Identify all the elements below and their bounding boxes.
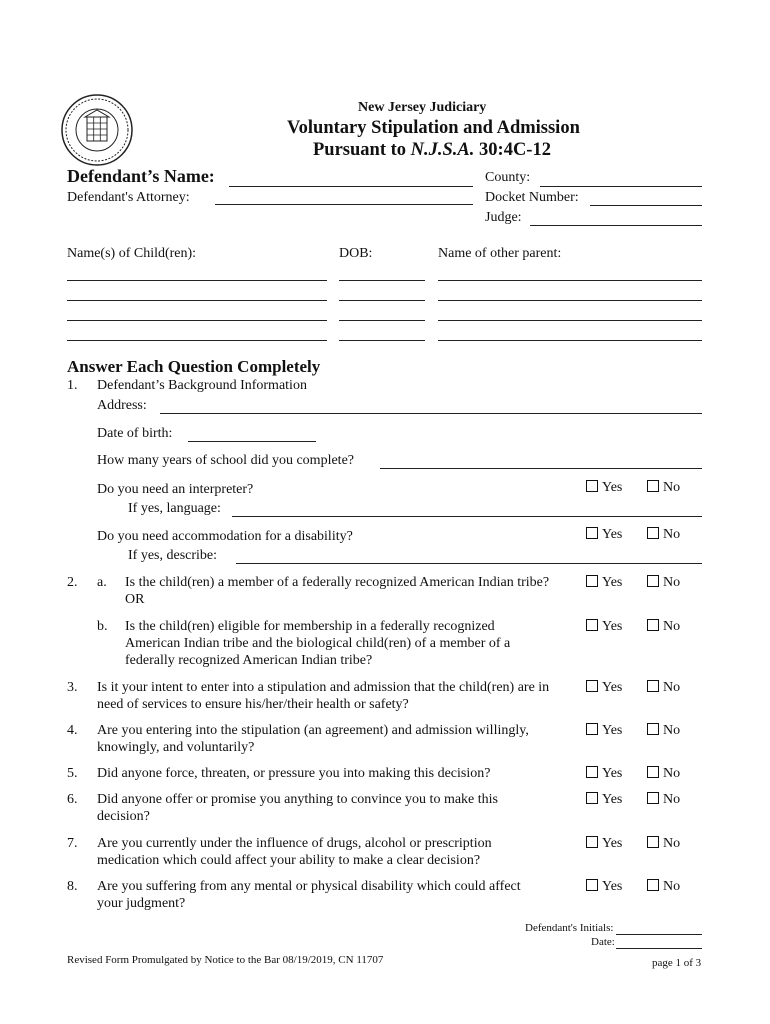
accommodation-question: Do you need accommodation for a disability? [97, 529, 353, 544]
form-title: Voluntary Stipulation and Admission [287, 118, 580, 138]
q3-number: 3. [67, 680, 78, 695]
q3-line1: Is it your intent to enter into a stipulation and admission that the child(ren) are in [97, 680, 550, 695]
language-label: If yes, language: [128, 501, 221, 516]
q1-number: 1. [67, 378, 78, 393]
q3-no-option[interactable] [647, 680, 680, 696]
defendant-attorney-field[interactable] [215, 204, 473, 205]
q3-yes-option[interactable] [586, 680, 622, 696]
checkbox[interactable] [586, 575, 598, 587]
checkbox[interactable] [647, 879, 659, 891]
q2b-line2: American Indian tribe and the biological child(ren) of a member of a [125, 636, 511, 651]
initials-label: Defendant's Initials: [525, 922, 614, 934]
q2b-yes-option[interactable] [586, 619, 622, 635]
checkbox[interactable] [586, 619, 598, 631]
no-label: No [663, 575, 681, 590]
yes-label: Yes [602, 766, 623, 781]
subtitle-suffix: 30:4C-12 [474, 140, 551, 160]
child-name-field[interactable] [67, 320, 327, 321]
yes-label: Yes [602, 792, 623, 807]
q2b-no-option[interactable] [647, 619, 680, 635]
date-of-birth-field[interactable] [188, 441, 316, 442]
checkbox[interactable] [647, 575, 659, 587]
q4-yes-option[interactable] [586, 723, 622, 739]
no-label: No [663, 836, 681, 851]
child-name-field[interactable] [67, 280, 327, 281]
defendant-name-label: Defendant’s Name: [67, 166, 215, 186]
child-names-label: Name(s) of Child(ren): [67, 246, 197, 261]
court-seal-icon [60, 93, 134, 167]
school-years-label: How many years of school did you complete? [97, 453, 354, 468]
date-field[interactable] [616, 948, 702, 949]
accommodation-yes-option[interactable] [586, 527, 622, 543]
q7-no-option[interactable] [647, 836, 680, 852]
q2-number: 2. [67, 575, 78, 590]
q6-yes-option[interactable] [586, 792, 622, 808]
docket-number-label: Docket Number: [485, 190, 579, 205]
accommodation-no-option[interactable] [647, 527, 680, 543]
no-label: No [663, 527, 681, 542]
address-label: Address: [97, 398, 147, 413]
address-field[interactable] [160, 413, 702, 414]
checkbox[interactable] [647, 527, 659, 539]
checkbox[interactable] [647, 480, 659, 492]
initials-field[interactable] [616, 934, 702, 935]
subtitle-statute: N.J.S.A. [410, 140, 475, 160]
county-field[interactable] [540, 186, 702, 187]
date-label: Date: [591, 936, 615, 948]
checkbox[interactable] [586, 527, 598, 539]
checkbox[interactable] [586, 792, 598, 804]
checkbox[interactable] [586, 480, 598, 492]
checkbox[interactable] [647, 619, 659, 631]
checkbox[interactable] [647, 766, 659, 778]
subtitle-prefix: Pursuant to [313, 140, 411, 160]
judge-field[interactable] [530, 225, 702, 226]
yes-label: Yes [602, 575, 623, 590]
q8-no-option[interactable] [647, 879, 680, 895]
q5-no-option[interactable] [647, 766, 680, 782]
yes-label: Yes [602, 680, 623, 695]
q6-number: 6. [67, 792, 78, 807]
child-name-field[interactable] [67, 340, 327, 341]
q6-line2: decision? [97, 809, 150, 824]
checkbox[interactable] [586, 680, 598, 692]
q7-yes-option[interactable] [586, 836, 622, 852]
judge-label: Judge: [485, 210, 522, 225]
form-subtitle [313, 140, 551, 161]
no-label: No [663, 480, 681, 495]
yes-label: Yes [602, 836, 623, 851]
checkbox[interactable] [586, 766, 598, 778]
yes-label: Yes [602, 619, 623, 634]
q5-line1: Did anyone force, threaten, or pressure you into making this decision? [97, 766, 491, 781]
child-dob-field[interactable] [339, 280, 425, 281]
defendant-name-field[interactable] [229, 186, 473, 187]
checkbox[interactable] [586, 836, 598, 848]
q1-title: Defendant’s Background Information [97, 378, 307, 393]
checkbox[interactable] [586, 879, 598, 891]
no-label: No [663, 792, 681, 807]
checkbox[interactable] [647, 836, 659, 848]
other-parent-field[interactable] [438, 340, 702, 341]
q5-yes-option[interactable] [586, 766, 622, 782]
school-years-field[interactable] [380, 468, 702, 469]
checkbox[interactable] [647, 723, 659, 735]
org-name: New Jersey Judiciary [358, 100, 487, 115]
child-name-field[interactable] [67, 300, 327, 301]
child-dob-field[interactable] [339, 340, 425, 341]
checkbox[interactable] [647, 680, 659, 692]
no-label: No [663, 766, 681, 781]
revised-note: Revised Form Promulgated by Notice to the Bar 08/19/2019, CN 11707 [67, 954, 384, 966]
checkbox[interactable] [647, 792, 659, 804]
q5-number: 5. [67, 766, 78, 781]
checkbox[interactable] [586, 723, 598, 735]
interpreter-question: Do you need an interpreter? [97, 482, 254, 497]
child-dob-field[interactable] [339, 320, 425, 321]
child-dob-label: DOB: [339, 246, 373, 261]
no-label: No [663, 879, 681, 894]
q8-line2: your judgment? [97, 896, 186, 911]
docket-number-field[interactable] [590, 205, 702, 206]
interpreter-no-option[interactable] [647, 480, 680, 496]
yes-label: Yes [602, 723, 623, 738]
q7-number: 7. [67, 836, 78, 851]
language-field[interactable] [232, 516, 702, 517]
other-parent-field[interactable] [438, 280, 702, 281]
q6-line1: Did anyone offer or promise you anything to convince you to make this [97, 792, 498, 807]
describe-label: If yes, describe: [128, 548, 218, 563]
q8-line1: Are you suffering from any mental or physical disability which could affect [97, 879, 521, 894]
other-parent-label: Name of other parent: [438, 246, 562, 261]
defendant-attorney-label: Defendant's Attorney: [67, 190, 190, 205]
q2b-line3: federally recognized American Indian tribe? [125, 653, 373, 668]
q8-yes-option[interactable] [586, 879, 622, 895]
section-heading: Answer Each Question Completely [67, 357, 321, 376]
other-parent-field[interactable] [438, 300, 702, 301]
yes-label: Yes [602, 527, 623, 542]
or-text: OR [125, 592, 145, 607]
q7-line1: Are you currently under the influence of drugs, alcohol or prescription [97, 836, 492, 851]
q4-no-option[interactable] [647, 723, 680, 739]
q2b-letter: b. [97, 619, 108, 634]
q8-number: 8. [67, 879, 78, 894]
q4-line1: Are you entering into the stipulation (an agreement) and admission willingly, [97, 723, 529, 738]
q3-line2: need of services to ensure his/her/their health or safety? [97, 697, 409, 712]
q4-line2: knowingly, and voluntarily? [97, 740, 255, 755]
child-dob-field[interactable] [339, 300, 425, 301]
yes-label: Yes [602, 879, 623, 894]
yes-label: Yes [602, 480, 623, 495]
describe-field[interactable] [236, 563, 702, 564]
q2b-line1: Is the child(ren) eligible for membership in a federally recognized [125, 619, 495, 634]
q2a-yes-option[interactable] [586, 575, 622, 591]
q4-number: 4. [67, 723, 78, 738]
date-of-birth-label: Date of birth: [97, 426, 173, 441]
q6-no-option[interactable] [647, 792, 680, 808]
q2a-letter: a. [97, 575, 107, 590]
other-parent-field[interactable] [438, 320, 702, 321]
no-label: No [663, 723, 681, 738]
page-number: page 1 of 3 [652, 957, 702, 969]
q2a-text: Is the child(ren) a member of a federally recognized American Indian tribe? [125, 575, 550, 590]
interpreter-yes-option[interactable] [586, 480, 622, 496]
no-label: No [663, 619, 681, 634]
county-label: County: [485, 170, 531, 185]
no-label: No [663, 680, 681, 695]
q2a-no-option[interactable] [647, 575, 680, 591]
q7-line2: medication which could affect your ability to make a clear decision? [97, 853, 481, 868]
